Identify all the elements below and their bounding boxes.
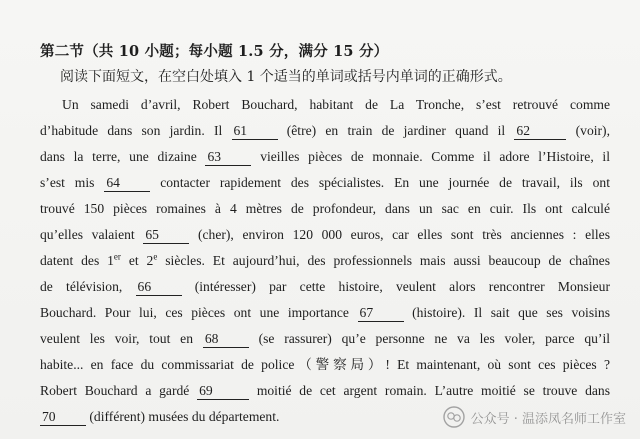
passage-text: (intéresser) par cette histoire, veulent alors rencontrer Monsieur [194,279,610,294]
passage-text: veulent les voir, tout en [40,331,194,346]
superscript: er [113,251,121,262]
blank-62[interactable]: 62 [514,123,566,140]
wechat-official-account-icon [443,406,465,428]
passage [40,95,610,433]
passage-line-7 [40,251,610,277]
blank-68[interactable]: 68 [203,331,249,348]
blank-65[interactable]: 65 [143,227,189,244]
passage-line-5 [40,199,610,225]
section-title: 第二节（共 10 小题；每小题 1.5 分，满分 15 分） [40,43,389,60]
passage-text: datent des 1 [40,253,114,268]
blank-64[interactable]: 64 [104,175,150,192]
passage-text: d’habitude dans son jardin. Il [40,123,223,138]
passage-line-10 [40,329,610,355]
passage-line-2 [40,121,610,147]
passage-line-8 [40,277,610,303]
passage-line-3 [40,147,610,173]
blank-69[interactable]: 69 [197,383,249,400]
blank-70[interactable]: 70 [40,409,86,426]
passage-text: habite... en face du commissariat de police（警察局）! Et maintenant, où sont ces pièces ? [40,357,610,372]
passage-text: Un samedi d’avril, Robert Bouchard, habitant de La Tronche, s’est retrouvé comme [62,97,610,112]
passage-text: trouvé 150 pièces romaines à 4 mètres de profondeur, dans un sac en cuir. Ils ont calculé [40,201,610,216]
passage-line-9 [40,303,610,329]
passage-text: contacter rapidement des spécialistes. En une journée de travail, ils ont [160,175,610,190]
passage-text: s’est mis [40,175,95,190]
watermark-text: 公众号 · 温添凤名师工作室 [470,411,626,427]
passage-line-4 [40,173,610,199]
passage-text: de télévision, [40,279,123,294]
passage-text: dans la terre, une dizaine [40,149,197,164]
instruction-text: 阅读下面短文，在空白处填入 1 个适当的单词或括号内单词的正确形式。 [60,69,512,85]
blank-67[interactable]: 67 [358,305,404,322]
passage-text: (histoire). Il sait que ses voisins [412,305,610,320]
passage-text: Bouchard. Pour lui, ces pièces ont une importance [40,305,349,320]
passage-text: Robert Bouchard a gardé [40,383,190,398]
superscript: e [153,251,158,262]
passage-line-6 [40,225,610,251]
passage-text: (cher), environ 120 000 euros, car elles sont très anciennes : elles [197,227,610,242]
passage-text: et 2 [128,253,154,268]
passage-line-11 [40,355,610,381]
passage-line-12 [40,381,610,407]
passage-text: vieilles pièces de monnaie. Comme il adore l’Histoire, il [260,149,610,164]
passage-text: qu’elles valaient [40,227,135,242]
blank-61[interactable]: 61 [232,123,278,140]
watermark [443,406,626,428]
blank-63[interactable]: 63 [205,149,251,166]
passage-text: moitié de cet argent romain. L’autre moitié se trouve dans [256,383,610,398]
passage-text: (voir), [575,123,610,138]
blank-66[interactable]: 66 [136,279,182,296]
passage-line-1 [40,95,610,121]
passage-text: (différent) musées du département. [89,409,280,424]
passage-text: (se rassurer) qu’e personne ne va les voler, parce qu’il [258,331,611,346]
passage-text: (être) en train de jardiner quand il [286,123,506,138]
passage-text: siècles. Et aujourd’hui, des professionnels mais aussi beaucoup de chaînes [165,253,611,268]
